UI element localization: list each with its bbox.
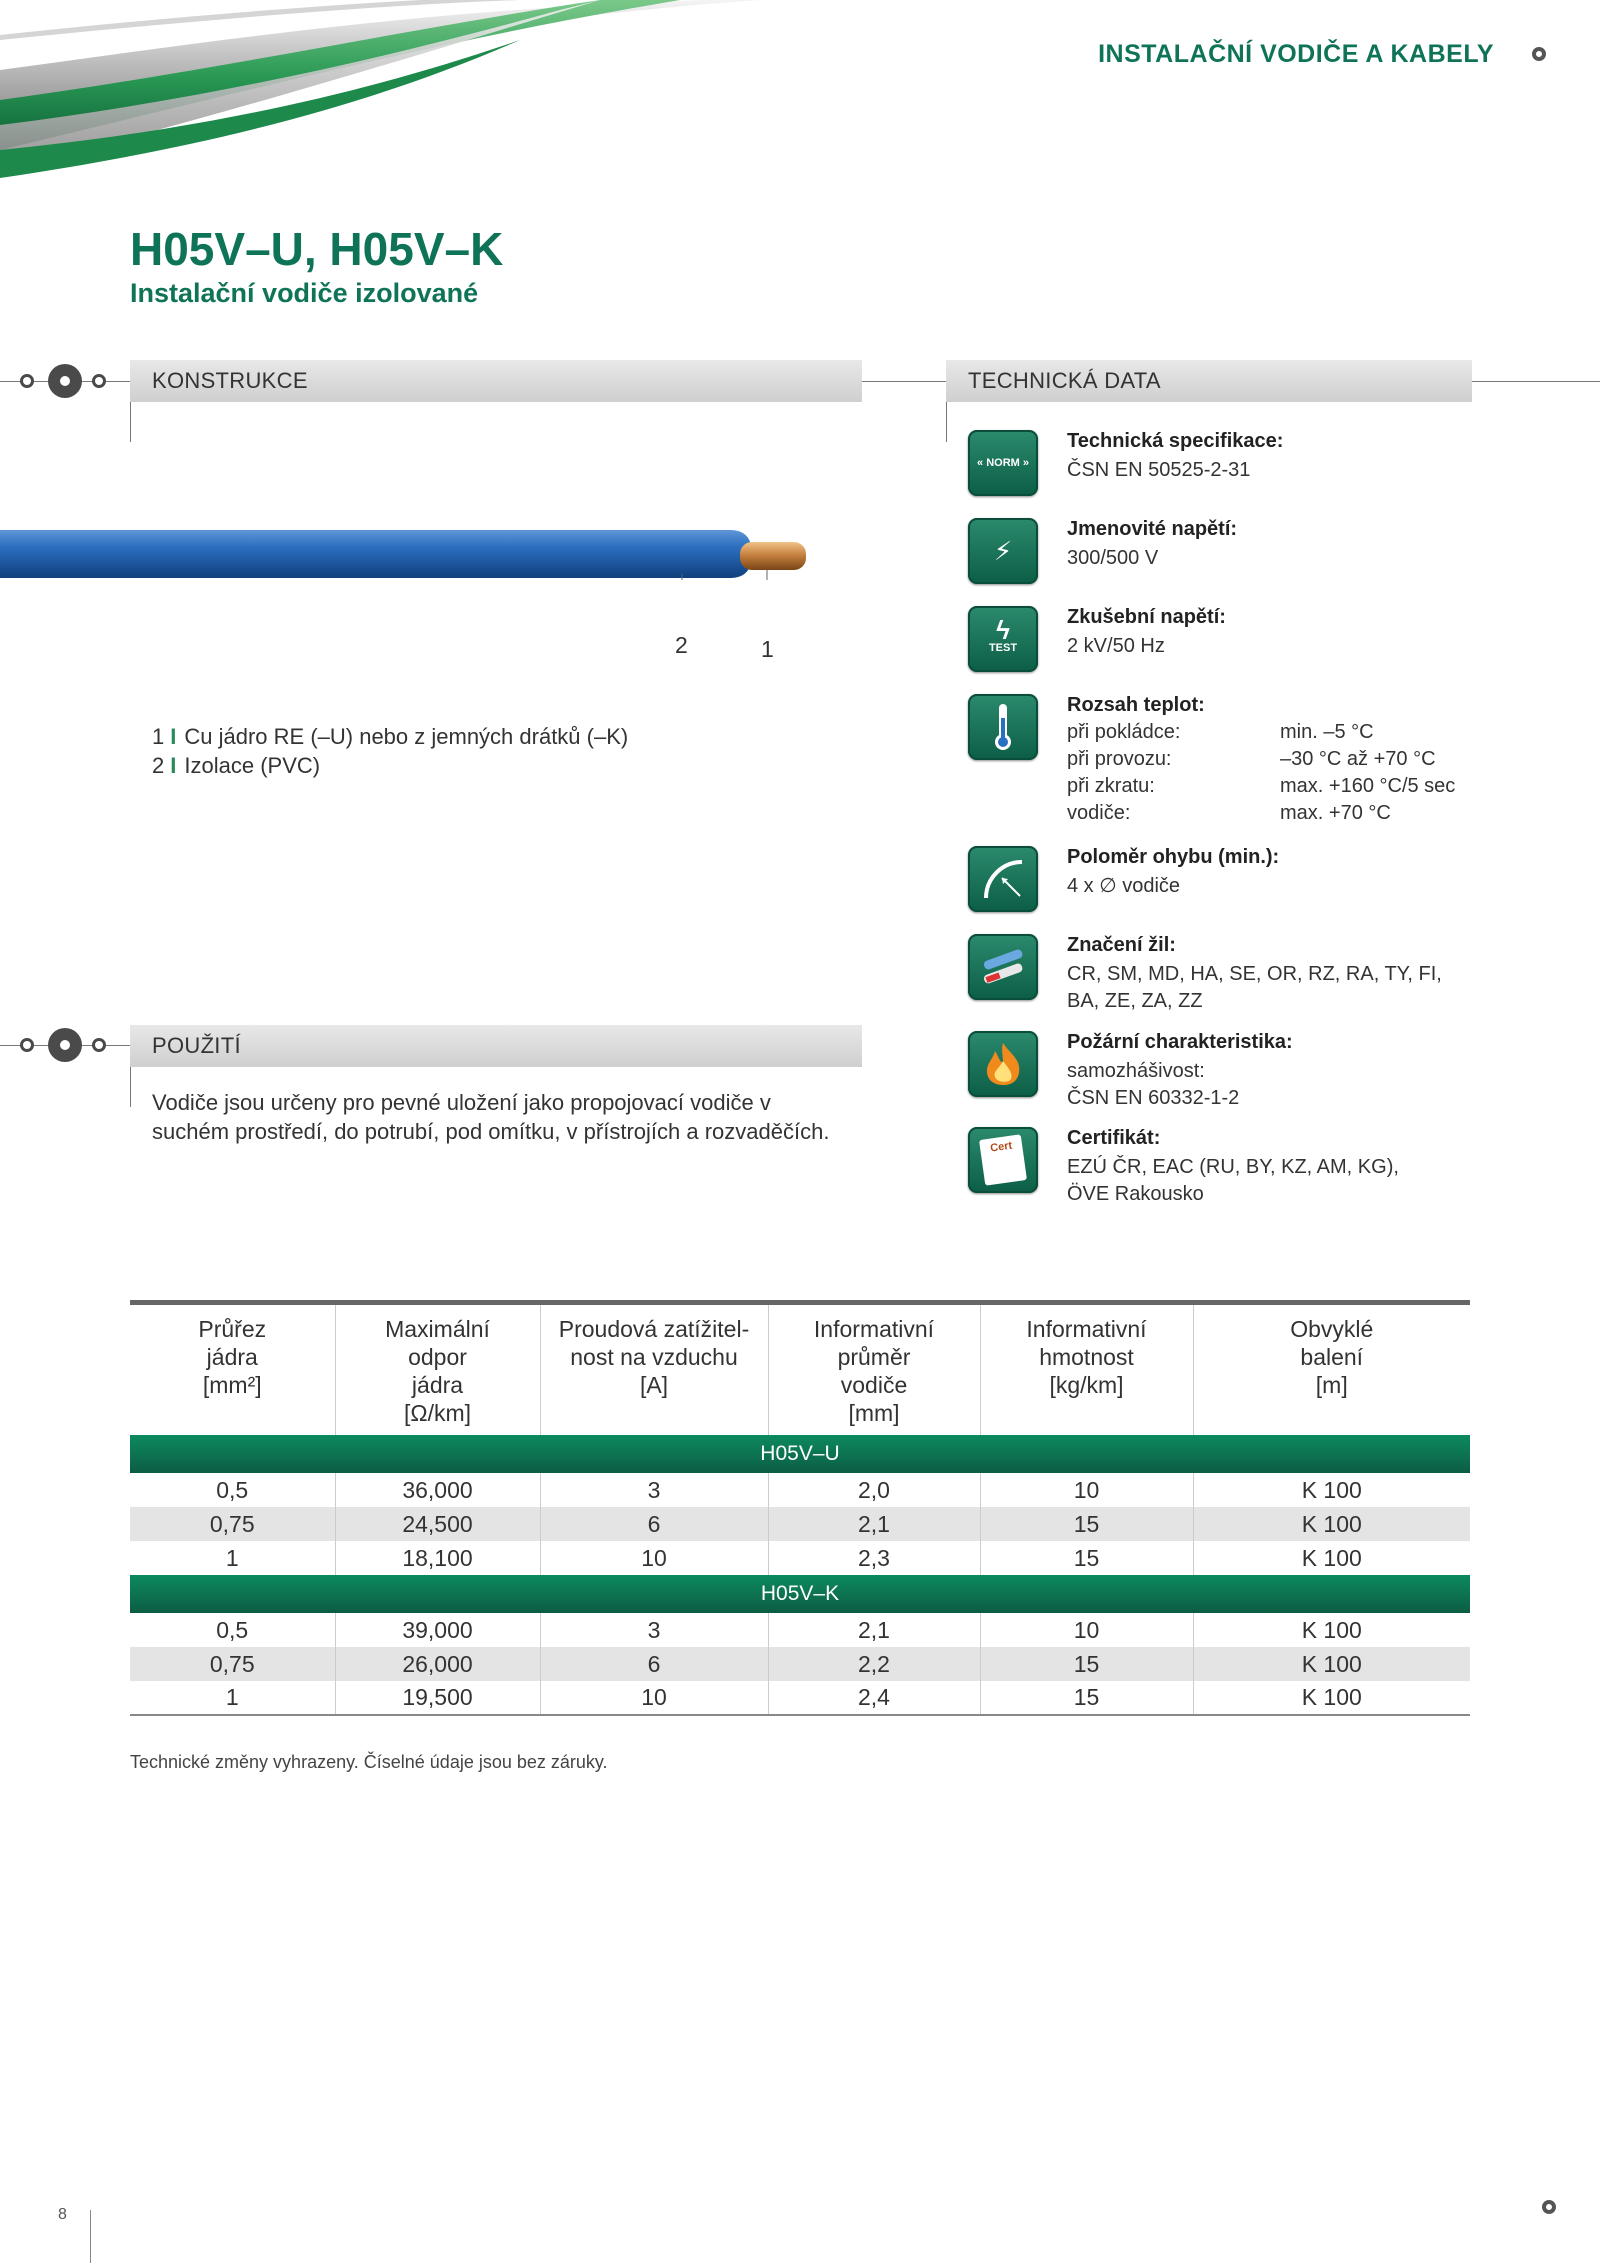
test-voltage-icon: ϟ TEST	[968, 606, 1038, 672]
legend-text: Cu jádro RE (–U) nebo z jemných drátků (–K)	[184, 724, 629, 749]
table-row: 0,75 24,500 6 2,1 15 K 100	[130, 1507, 1470, 1541]
tech-test-voltage-value: 2 kV/50 Hz	[1067, 635, 1165, 657]
tech-bending-label: Poloměr ohybu (min.):	[1067, 846, 1280, 868]
construction-section-header	[130, 360, 862, 402]
table-group-row: H05V–K	[130, 1575, 1470, 1613]
table-row: 0,5 39,000 3 2,1 10 K 100	[130, 1613, 1470, 1647]
tech-core-marking-value: CR, SM, MD, HA, SE, OR, RZ, RA, TY, FI, BA, ZE, ZA, ZZ	[1067, 963, 1442, 1012]
tech-spec-value: ČSN EN 50525-2-31	[1067, 459, 1251, 481]
legend-number: 1	[152, 724, 165, 749]
tech-temperature-label: Rozsah teplot:	[1067, 694, 1205, 716]
core-marking-icon	[968, 934, 1038, 1000]
temperature-row: při pokládce: min. –5 °C	[1067, 721, 1374, 743]
tech-core-marking-label: Značení žil:	[1067, 934, 1176, 956]
tech-temperature	[968, 694, 1568, 824]
footer-bullet-icon	[1542, 2200, 1556, 2214]
product-title: H05V–U, H05V–K	[130, 223, 504, 275]
tech-certificate-value: EZÚ ČR, EAC (RU, BY, KZ, AM, KG), ÖVE Rakousko	[1067, 1156, 1399, 1205]
construction-legend	[152, 722, 628, 780]
header-weight: Informativní hmotnost [kg/km]	[980, 1303, 1193, 1436]
tech-rated-voltage-label: Jmenovité napětí:	[1067, 518, 1238, 540]
header-bullet-icon	[1532, 47, 1546, 61]
header-title: INSTALAČNÍ VODIČE A KABELY	[1098, 40, 1494, 68]
callout-core: 1	[761, 636, 774, 662]
construction-vertical-line	[130, 402, 131, 442]
technical-section-header	[946, 360, 1472, 402]
tech-spec-label: Technická specifikace:	[1067, 430, 1284, 452]
page-number-divider	[90, 2210, 91, 2263]
product-subtitle: Instalační vodiče izolované	[130, 278, 479, 308]
table-row: 0,5 36,000 3 2,0 10 K 100	[130, 1473, 1470, 1507]
header-max-resistance: Maximální odpor jádra [Ω/km]	[335, 1303, 540, 1436]
table-group-row: H05V–U	[130, 1435, 1470, 1473]
legend-number: 2	[152, 753, 165, 778]
norm-icon: « NORM »	[968, 430, 1038, 496]
header-current-capacity: Proudová zatížitel- nost na vzduchu [A]	[540, 1303, 768, 1436]
bullet-large-icon	[48, 1028, 82, 1062]
header-cross-section: Průřez jádra [mm²]	[130, 1303, 335, 1436]
callout-insulation: 2	[675, 632, 688, 658]
bend-radius-icon	[968, 846, 1038, 912]
thermometer-icon	[968, 694, 1038, 760]
table-header-row	[130, 1303, 1470, 1436]
usage-section-title: POUŽITÍ	[152, 1033, 241, 1058]
legend-item: 2 I Izolace (PVC)	[152, 753, 321, 778]
table-row: 0,75 26,000 6 2,2 15 K 100	[130, 1647, 1470, 1681]
flame-icon	[968, 1031, 1038, 1097]
temperature-row: při zkratu: max. +160 °C/5 sec	[1067, 775, 1456, 797]
section-connector-line	[862, 381, 946, 382]
header-diameter: Informativní průměr vodiče [mm]	[768, 1303, 980, 1436]
tech-test-voltage-label: Zkušební napětí:	[1067, 606, 1226, 628]
tech-fire-label: Požární charakteristika:	[1067, 1031, 1293, 1053]
header-cable-banner	[0, 0, 760, 190]
bullet-small-icon	[20, 1038, 34, 1052]
table-row: 1 19,500 10 2,4 15 K 100	[130, 1681, 1470, 1715]
usage-description: Vodiče jsou určeny pro pevné uložení jako propojovací vodiče v suchém prostředí, do potrubí, pod omítku, v přístrojích a rozvaděčích.	[152, 1090, 830, 1144]
tech-bending-value: 4 x ∅ vodiče	[1067, 875, 1181, 897]
legend-item: 1 I Cu jádro RE (–U) nebo z jemných drátků (–K)	[152, 724, 629, 749]
bullet-small-icon	[92, 1038, 106, 1052]
bullet-small-icon	[20, 374, 34, 388]
construction-section-title: KONSTRUKCE	[152, 368, 308, 393]
technical-section-title: TECHNICKÁ DATA	[968, 368, 1161, 393]
page-number: 8	[58, 2206, 67, 2223]
bullet-large-icon	[48, 364, 82, 398]
temperature-row: při provozu: –30 °C až +70 °C	[1067, 748, 1436, 770]
tech-rated-voltage-value: 300/500 V	[1067, 547, 1159, 569]
bullet-small-icon	[92, 374, 106, 388]
usage-section-header	[130, 1025, 862, 1067]
temperature-row: vodiče: max. +70 °C	[1067, 802, 1391, 824]
technical-vertical-line	[946, 402, 947, 442]
voltage-icon: ⚡	[968, 518, 1038, 584]
specifications-table	[130, 1300, 1470, 1716]
certificate-icon: Cert	[968, 1127, 1038, 1193]
tech-fire-value: samozhášivost: ČSN EN 60332-1-2	[1067, 1060, 1240, 1109]
footnote: Technické změny vyhrazeny. Číselné údaje jsou bez záruky.	[130, 1752, 608, 1772]
tech-certificate-label: Certifikát:	[1067, 1127, 1161, 1149]
technical-connector-line	[1472, 381, 1600, 382]
usage-vertical-line	[130, 1067, 131, 1107]
cable-illustration	[0, 490, 900, 580]
table-row: 1 18,100 10 2,3 15 K 100	[130, 1541, 1470, 1575]
legend-text: Izolace (PVC)	[184, 753, 321, 778]
header-packaging: Obvyklé balení [m]	[1193, 1303, 1470, 1436]
